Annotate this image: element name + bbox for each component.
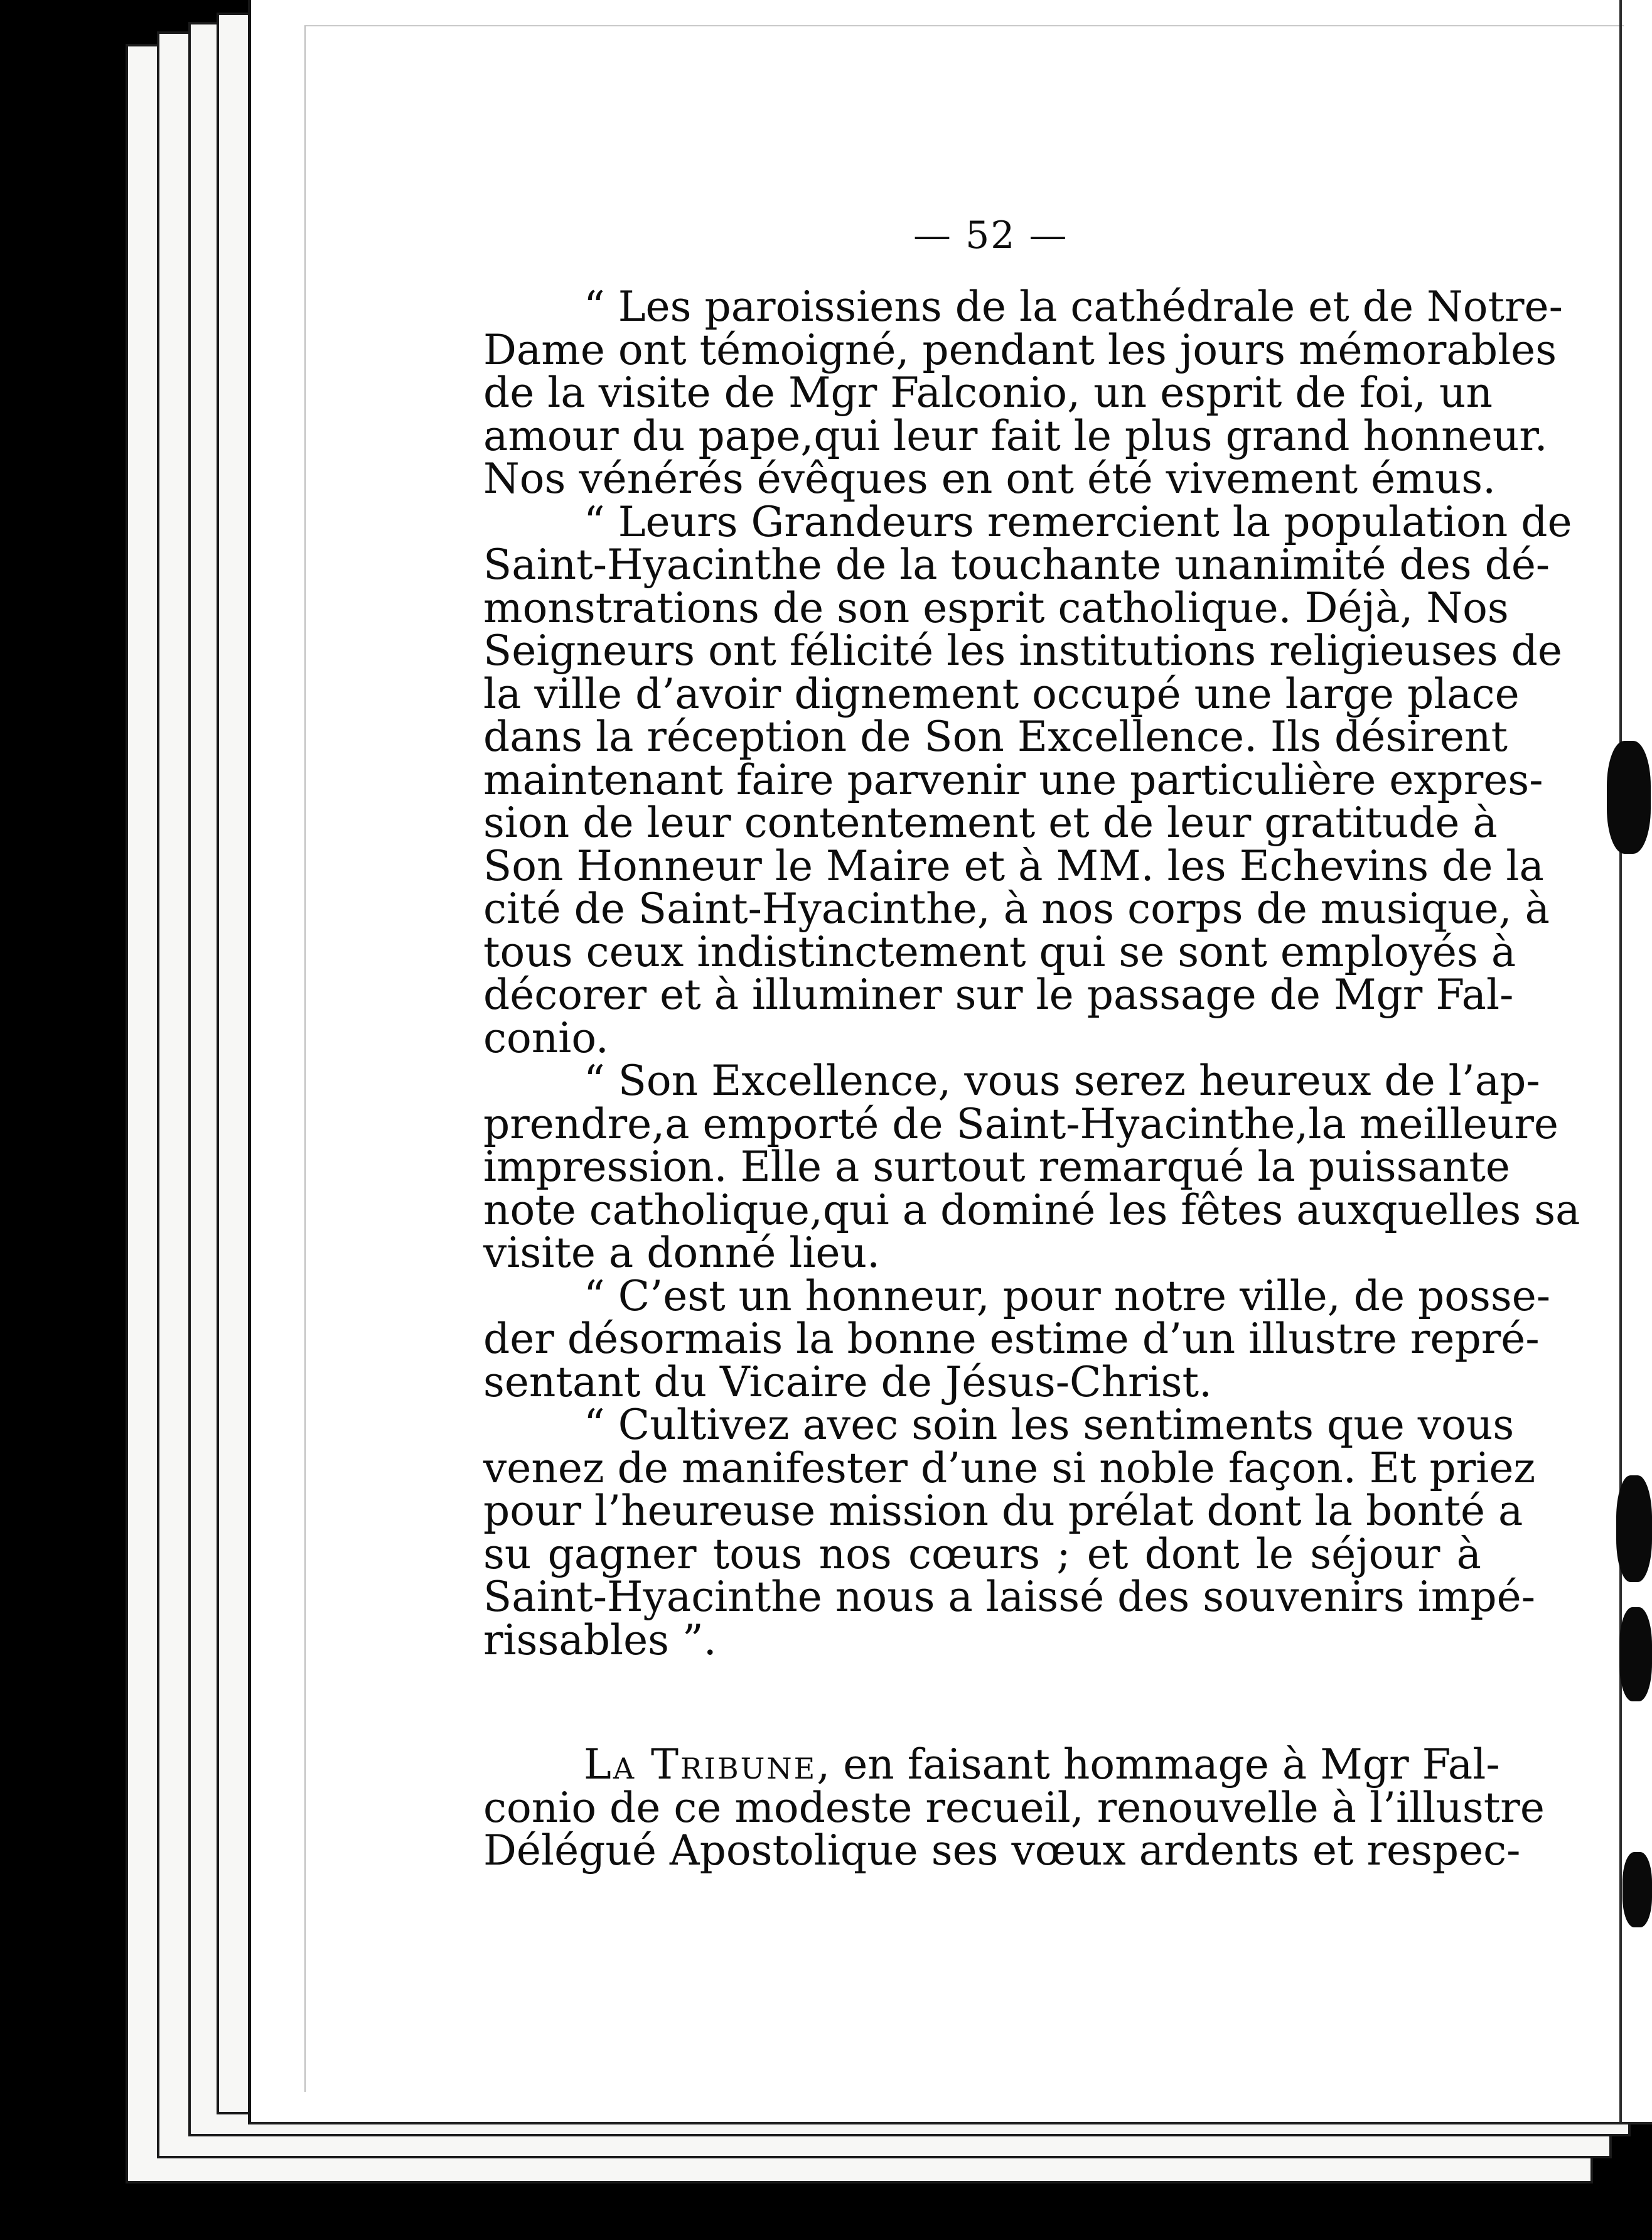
- text-line: amour du pape,qui leur fait le plus grand honneur.: [483, 411, 1548, 460]
- text-line: monstrations de son esprit catholique. Déjà, Nos: [483, 583, 1509, 632]
- text-line: “ Son Excellence, vous serez heureux de l’ap-: [584, 1057, 1540, 1105]
- text-line: maintenant faire parvenir une particulière expres-: [483, 755, 1543, 804]
- closing-first-line: [483, 1740, 1500, 1789]
- text-line: su gagner tous nos cœurs ; et dont le séjour à: [483, 1529, 1481, 1578]
- text-line: cité de Saint-Hyacinthe, à nos corps de musique, à: [483, 885, 1550, 933]
- text-line: dans la réception de Son Excellence. Ils désirent: [483, 713, 1508, 761]
- text-line: Seigneurs ont félicité les institutions religieuses de: [483, 627, 1562, 675]
- text-line: de la visite de Mgr Falconio, un esprit de foi, un: [483, 369, 1493, 417]
- publication-name: La Tribune: [584, 1740, 817, 1789]
- text-line: Son Honneur le Maire et à MM. les Echevins de la: [483, 841, 1544, 890]
- text-line: visite a donné lieu.: [483, 1229, 881, 1277]
- ink-stain: [1619, 1607, 1652, 1701]
- text-line: Saint-Hyacinthe de la touchante unanimité des dé-: [483, 541, 1550, 589]
- text-line: “ C’est un honneur, pour notre ville, de posse-: [584, 1271, 1551, 1320]
- text-line: Nos vénérés évêques en ont été vivement émus.: [483, 455, 1496, 503]
- text-line: note catholique,qui a dominé les fêtes auxquelles sa: [483, 1185, 1580, 1234]
- text-line: prendre,a emporté de Saint-Hyacinthe,la meilleure: [483, 1099, 1558, 1148]
- closing-first-line-text: , en faisant hommage à Mgr Fal-: [817, 1740, 1500, 1789]
- paragraph-gap: [483, 1662, 1481, 1743]
- text-line: “ Cultivez avec soin les sentiments que vous: [584, 1401, 1515, 1449]
- closing-line: Délégué Apostolique ses vœux ardents et respec-: [483, 1826, 1521, 1875]
- text-line: Saint-Hyacinthe nous a laissé des souvenirs impé-: [483, 1573, 1536, 1621]
- text-line: Dame ont témoigné, pendant les jours mémorables: [483, 325, 1557, 374]
- body-text: [483, 283, 1580, 1875]
- ink-stain: [1616, 1475, 1652, 1582]
- text-line: pour l’heureuse mission du prélat dont la bonté a: [483, 1487, 1523, 1535]
- page-number: — 52 —: [913, 213, 1068, 257]
- text-line: tous ceux indistinctement qui se sont employés à: [483, 927, 1516, 976]
- ink-stain: [1607, 741, 1651, 854]
- closing-line: conio de ce modeste recueil, renouvelle à l’illustre: [483, 1783, 1545, 1832]
- text-line: venez de manifester d’une si noble façon. Et priez: [483, 1443, 1536, 1492]
- text-line: sentant du Vicaire de Jésus-Christ.: [483, 1357, 1213, 1406]
- text-line: der désormais la bonne estime d’un illustre repré-: [483, 1315, 1540, 1363]
- text-line: décorer et à illuminer sur le passage de Mgr Fal-: [483, 971, 1514, 1019]
- text-line: sion de leur contentement et de leur gratitude à: [483, 799, 1498, 847]
- text-line: “ Les paroissiens de la cathédrale et de Notre-: [584, 283, 1563, 331]
- text-line: conio.: [483, 1013, 609, 1062]
- text-line: la ville d’avoir dignement occupé une large place: [483, 669, 1520, 718]
- text-line: impression. Elle a surtout remarqué la puissante: [483, 1143, 1510, 1191]
- text-line: “ Leurs Grandeurs remercient la population de: [584, 497, 1572, 546]
- binding-edge: [1619, 0, 1622, 2122]
- ink-stain: [1622, 1852, 1652, 1927]
- text-line: rissables ”.: [483, 1615, 717, 1664]
